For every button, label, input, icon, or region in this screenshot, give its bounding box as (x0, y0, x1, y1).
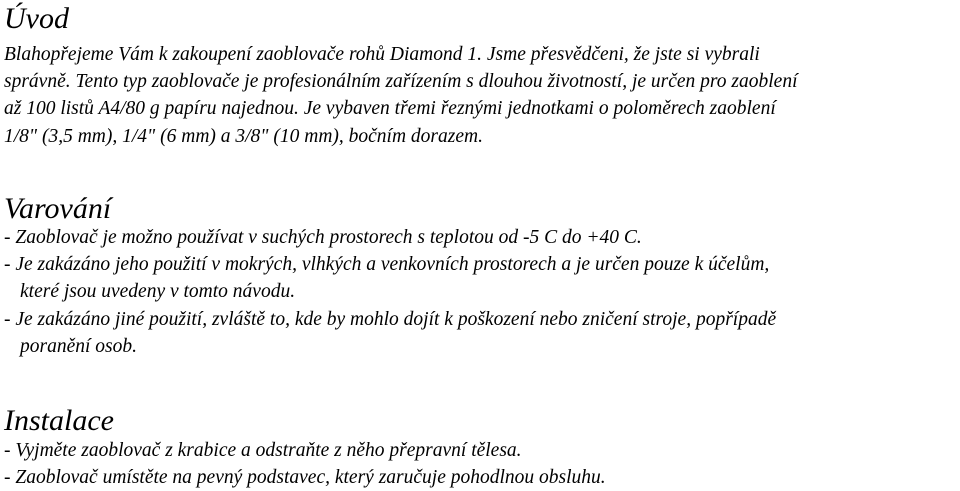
varovani-line: - Zaoblovač je možno používat v suchých prostorech s teplotou od -5 C do +40 C. (4, 227, 642, 248)
uvod-line: správně. Tento typ zaoblovače je profesionálním zařízením s dlouhou životností, je určen pro zaoblení (4, 71, 798, 93)
uvod-line: až 100 listů A4/80 g papíru najednou. Je vybaven třemi řeznými jednotkami o poloměrech zaoblení (4, 98, 776, 120)
paragraph-varovani (4, 224, 954, 360)
instalace-line: - Vyjměte zaoblovač z krabice a odstraňte z něho přepravní tělesa. (4, 440, 522, 461)
uvod-line: Blahopřejeme Vám k zakoupení zaoblovače rohů Diamond 1. Jsme přesvědčeni, že jste si vybrali (4, 44, 760, 65)
varovani-line: které jsou uvedeny v tomto návodu. (20, 281, 296, 303)
heading-varovani: Varování (4, 192, 112, 225)
instalace-line: - Zaoblovač umístěte na pevný podstavec, který zaručuje pohodlnou obsluhu. (4, 467, 606, 489)
heading-uvod: Úvod (4, 2, 69, 35)
varovani-line: poranění osob. (20, 335, 137, 357)
heading-instalace: Instalace (4, 404, 114, 437)
paragraph-uvod (4, 41, 954, 150)
varovani-line: - Je zakázáno jeho použití v mokrých, vlhkých a venkovních prostorech a je určen pouze k účelům, (4, 254, 770, 276)
uvod-line: 1/8" (3,5 mm), 1/4" (6 mm) a 3/8" (10 mm), bočním dorazem. (4, 125, 483, 147)
paragraph-instalace (4, 437, 954, 491)
varovani-line: - Je zakázáno jiné použití, zvláště to, kde by mohlo dojít k poškození nebo zničení stroje, popřípadě (4, 308, 777, 330)
